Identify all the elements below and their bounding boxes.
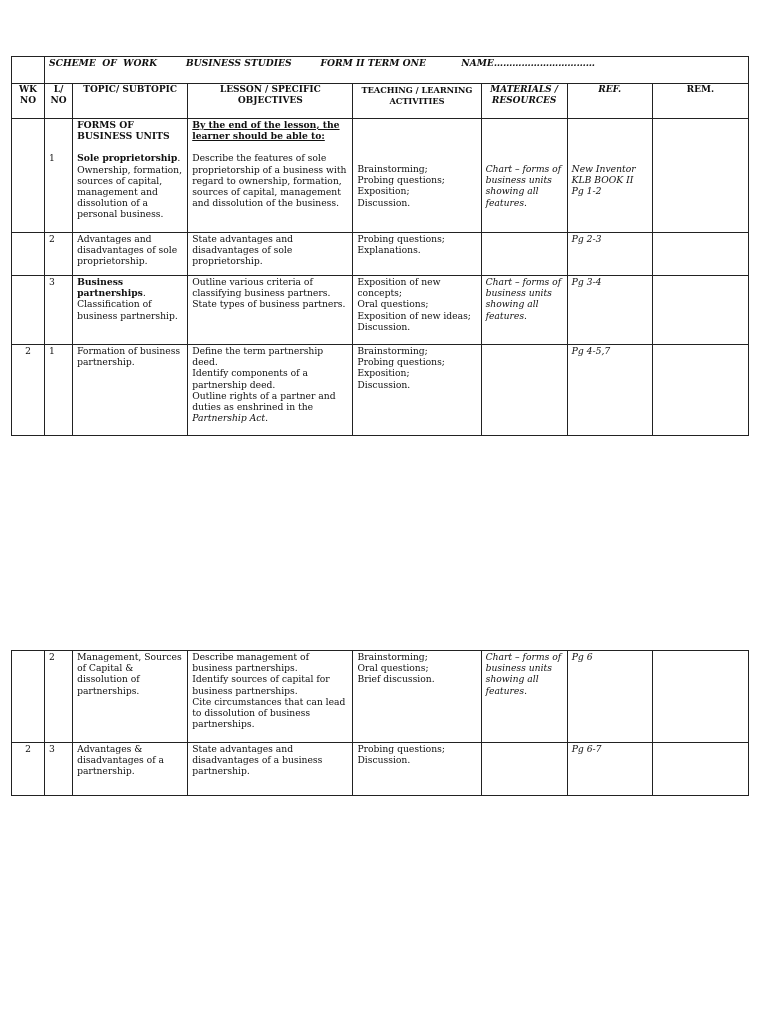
activity: Exposition of new ideas;: [357, 310, 471, 322]
rem-cell: [652, 276, 748, 345]
objective: Outline rights of a partner and duties as enshrined in the: [192, 390, 336, 414]
header-rem: REM.: [652, 84, 748, 119]
topic-rest: . Classification of business partnership.: [77, 288, 178, 322]
activities-cell: [353, 651, 481, 743]
activity: Discussion.: [357, 755, 411, 767]
table-row: [12, 233, 749, 276]
topic-cell: [73, 276, 188, 345]
objective-act-name: Partnership Act.: [192, 413, 269, 425]
rem-cell: [652, 651, 748, 743]
table-row: [12, 743, 749, 796]
week-cell: [12, 119, 45, 233]
activities-cell: [353, 345, 481, 436]
objective: Identify sources of capital for business partnerships.: [192, 674, 330, 697]
topic-cell: [73, 119, 188, 233]
week-cell: [12, 651, 45, 743]
header-wk-no: WK NO: [12, 84, 45, 119]
objectives-cell: State advantages and disadvantages of sole proprietorship.: [188, 233, 353, 276]
objective: Define the term partnership deed.: [192, 346, 324, 369]
materials-cell: [481, 233, 567, 276]
rem-cell: [652, 119, 748, 233]
activity: Probing questions;: [357, 234, 445, 245]
activity: Discussion.: [357, 321, 411, 333]
objective: Describe management of business partnerships.: [192, 652, 309, 675]
ref-text: New Inventor KLB BOOK II Pg 1-2: [571, 164, 636, 198]
materials-cell: Chart – forms of business units showing all features.: [481, 276, 567, 345]
title-row: [12, 57, 749, 84]
week-cell: [12, 276, 45, 345]
materials-cell: [481, 119, 567, 233]
lesson-no-cell: [45, 119, 73, 233]
activities-cell: [353, 743, 481, 796]
objectives-cell: [188, 119, 353, 233]
rem-cell: [652, 743, 748, 796]
header-materials: MATERIALS / RESOURCES: [481, 84, 567, 119]
lesson-no-cell: 3: [45, 276, 73, 345]
activity: Discussion.: [357, 197, 411, 209]
topic-cell: Management, Sources of Capital & dissolution of partnerships.: [73, 651, 188, 743]
objectives-intro: By the end of the lesson, the learner should be able to:: [192, 120, 340, 143]
activities-cell: [353, 119, 481, 233]
table-row: [12, 345, 749, 436]
ref-cell: Pg 6: [567, 651, 652, 743]
activity: Brainstorming;: [357, 346, 428, 357]
activities-cell: [353, 233, 481, 276]
header-objectives: LESSON / SPECIFIC OBJECTIVES: [188, 84, 353, 119]
objective: Describe the features of sole proprietorship of a business with regard to ownership, formation, sources of capital, management and dissolution of the business.: [192, 153, 347, 210]
objectives-cell: [188, 276, 353, 345]
ref-cell: Pg 4-5,7: [567, 345, 652, 436]
activity: Probing questions;: [357, 175, 445, 187]
topic-cell: Advantages & disadvantages of a partnership.: [73, 743, 188, 796]
activity: Brainstorming;: [357, 164, 428, 175]
document-title: SCHEME OF WORK BUSINESS STUDIES FORM II TERM ONE NAME……………………………: [45, 57, 749, 84]
header-l-no: L/ NO: [45, 84, 73, 119]
materials-text: Chart – forms of business units showing all features.: [485, 164, 562, 209]
lesson-no-cell: 2: [45, 651, 73, 743]
objectives-cell: State advantages and disadvantages of a business partnership.: [188, 743, 353, 796]
table-row: [12, 276, 749, 345]
topic-rest: . Ownership, formation, sources of capital, management and dissolution of a personal business.: [77, 153, 183, 221]
column-header-row: [12, 84, 749, 119]
objective: Identify components of a partnership deed.: [192, 368, 308, 391]
activity: Brief discussion.: [357, 674, 435, 686]
header-ref: REF.: [567, 84, 652, 119]
activity: Exposition of new concepts;: [357, 277, 441, 300]
objective: Outline various criteria of classifying business partners.: [192, 277, 331, 300]
ref-cell: Pg 3-4: [567, 276, 652, 345]
activity: Discussion.: [357, 379, 411, 391]
title-spacer-cell: [12, 57, 45, 84]
activity: Brainstorming;: [357, 652, 428, 663]
activities-cell: [353, 276, 481, 345]
week-cell: 2: [12, 743, 45, 796]
table-row: [12, 651, 749, 743]
week-cell: [12, 233, 45, 276]
activity: Explanations.: [357, 245, 421, 257]
topic-heading: FORMS OF BUSINESS UNITS: [77, 120, 170, 143]
lesson-no-cell: 3: [45, 743, 73, 796]
activity: Probing questions;: [357, 357, 445, 369]
rem-cell: [652, 345, 748, 436]
lesson-no-cell: 1: [45, 345, 73, 436]
topic-bold: Sole proprietorship: [77, 153, 178, 165]
materials-cell: [481, 743, 567, 796]
rem-cell: [652, 233, 748, 276]
objectives-cell: [188, 345, 353, 436]
topic-cell: Advantages and disadvantages of sole proprietorship.: [73, 233, 188, 276]
scheme-of-work-table: [11, 56, 749, 436]
objective: Cite circumstances that can lead to dissolution of business partnerships.: [192, 696, 346, 731]
materials-cell: [481, 345, 567, 436]
lesson-no: 1: [49, 153, 55, 164]
header-topic: TOPIC/ SUBTOPIC: [73, 84, 188, 119]
activity: Oral questions;: [357, 299, 429, 311]
week-cell: 2: [12, 345, 45, 436]
objective: State types of business partners.: [192, 299, 346, 311]
activity: Oral questions;: [357, 663, 429, 675]
scheme-of-work-table-continued: [11, 650, 749, 796]
lesson-no-cell: 2: [45, 233, 73, 276]
objectives-cell: [188, 651, 353, 743]
topic-bold: Business partnerships: [77, 277, 143, 300]
activity: Probing questions;: [357, 744, 445, 755]
table-row: [12, 119, 749, 233]
ref-cell: Pg 6-7: [567, 743, 652, 796]
activity: Exposition;: [357, 368, 410, 380]
ref-cell: [567, 119, 652, 233]
activity: Exposition;: [357, 186, 410, 198]
ref-cell: Pg 2-3: [567, 233, 652, 276]
topic-cell: Formation of business partnership.: [73, 345, 188, 436]
materials-cell: Chart – forms of business units showing all features.: [481, 651, 567, 743]
header-activities: TEACHING / LEARNING ACTIVITIES: [353, 84, 481, 119]
